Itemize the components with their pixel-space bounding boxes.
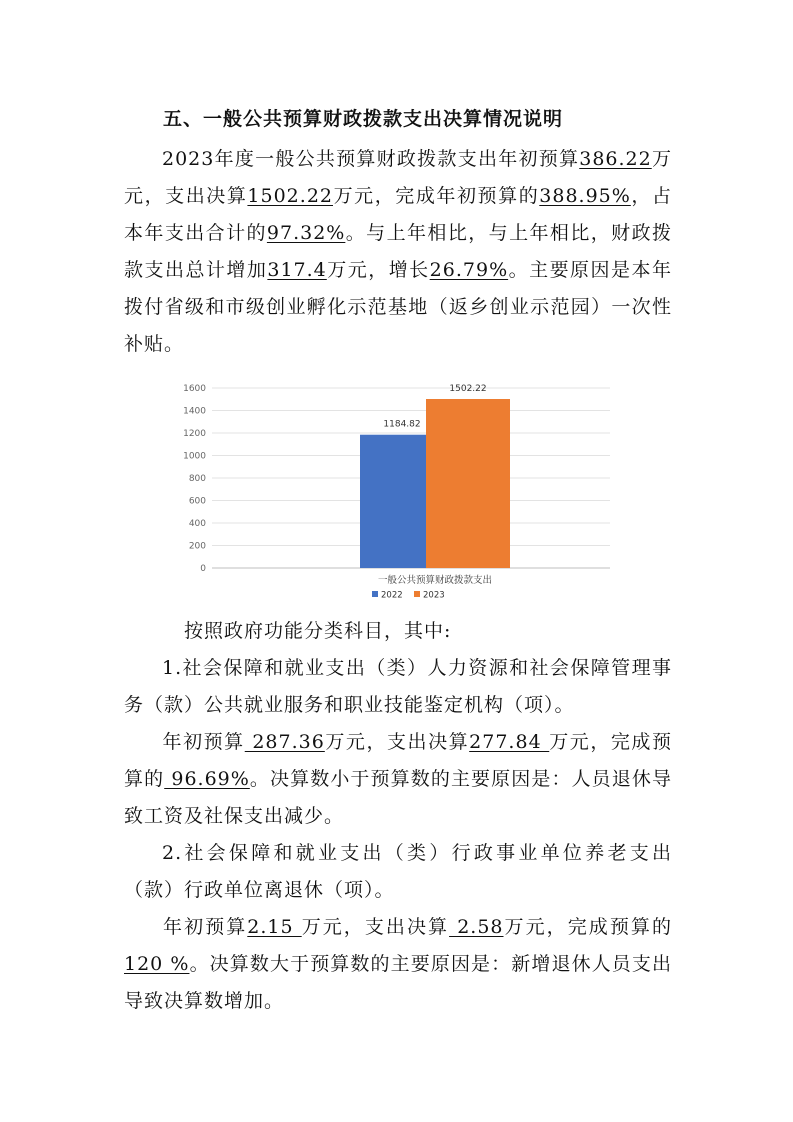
text-segment: 。主要原因是本年拨付省级和市级创业孵化示范基地（返乡创业示范园）一次性补贴。 (124, 259, 672, 355)
item1-expenditure-value: 277.84 (469, 731, 550, 753)
text-segment: 万元，完成年初预算的 (333, 185, 540, 207)
x-category-label: 一般公共预算财政拨款支出 (377, 575, 493, 586)
summary-paragraph (124, 141, 672, 363)
y-tick-label: 1400 (183, 406, 206, 417)
text-segment: 万元，完成预算的 (503, 916, 672, 938)
share-of-total-value: 97.32% (266, 222, 346, 244)
legend-label: 2022 (381, 590, 403, 601)
y-tick-label: 1600 (183, 384, 206, 394)
text-segment: 万元，支出决算 (301, 916, 450, 938)
initial-budget-value: 386.22 (579, 148, 652, 170)
legend-swatch-2022 (372, 591, 378, 597)
text-segment: 年初预算 (162, 916, 248, 938)
item2-title (124, 835, 672, 909)
text-segment: ，占本年支出合计的 (124, 185, 672, 244)
increase-amount-value: 317.4 (267, 259, 327, 281)
legend-label: 2023 (423, 590, 445, 601)
item2-budget-value: 2.15 (247, 916, 302, 938)
legend-swatch-2023 (414, 591, 420, 597)
text-segment: 万元，完成预算的 (124, 731, 672, 790)
item2-completion-value: 120 % (124, 953, 190, 975)
y-tick-label: 400 (188, 519, 206, 529)
text-segment: 2.社会保障和就业支出（类）行政事业单位养老支出（款）行政单位离退休（项）。 (124, 842, 672, 901)
item2-expenditure-value: 2.58 (449, 916, 504, 938)
section-heading: 五、一般公共预算财政拨款支出决算情况说明 (163, 108, 564, 130)
y-tick-label: 200 (188, 541, 206, 552)
y-tick-label: 800 (188, 474, 206, 484)
item2-detail (124, 909, 672, 1020)
data-label: 1184.82 (383, 419, 421, 430)
text-segment: 1.社会保障和就业支出（类）人力资源和社会保障管理事务（款）公共就业服务和职业技能鉴定机构（项）。 (124, 657, 672, 716)
y-tick-label: 1000 (183, 451, 206, 462)
growth-rate-value: 26.79% (429, 259, 509, 281)
text-segment: 。决算数大于预算数的主要原因是：新增退休人员支出导致决算数增加。 (124, 953, 672, 1012)
text-segment: 。与上年相比，与上年相比，财政拨款支出总计增加 (124, 222, 672, 281)
item1-title (124, 650, 672, 724)
bar-2023 (426, 399, 510, 568)
item1-budget-value: 287.36 (244, 731, 325, 753)
text-segment: 2023年度一般公共预算财政拨款支出年初预算 (162, 148, 580, 170)
chart-svg (150, 375, 640, 605)
text-segment: 。决算数小于预算数的主要原因是：人员退休导致工资及社保支出减少。 (124, 768, 672, 827)
text-segment: 年初预算 (162, 731, 245, 753)
text-segment: 按照政府功能分类科目，其中: (184, 620, 452, 642)
y-tick-label: 1200 (183, 429, 206, 439)
y-tick-label: 0 (200, 564, 206, 574)
classification-intro (124, 613, 672, 650)
text-segment: 万元，增长 (326, 259, 430, 281)
text-segment: 万元，支出决算 (324, 731, 470, 753)
final-expenditure-value: 1502.22 (247, 185, 333, 207)
text-segment: 万元，支出决算 (124, 148, 672, 207)
completion-rate-value: 388.95% (539, 185, 631, 207)
item1-detail (124, 724, 672, 835)
expenditure-bar-chart (150, 375, 640, 605)
y-tick-label: 600 (188, 496, 206, 507)
item1-completion-value: 96.69% (164, 768, 250, 790)
data-label: 1502.22 (449, 384, 487, 395)
